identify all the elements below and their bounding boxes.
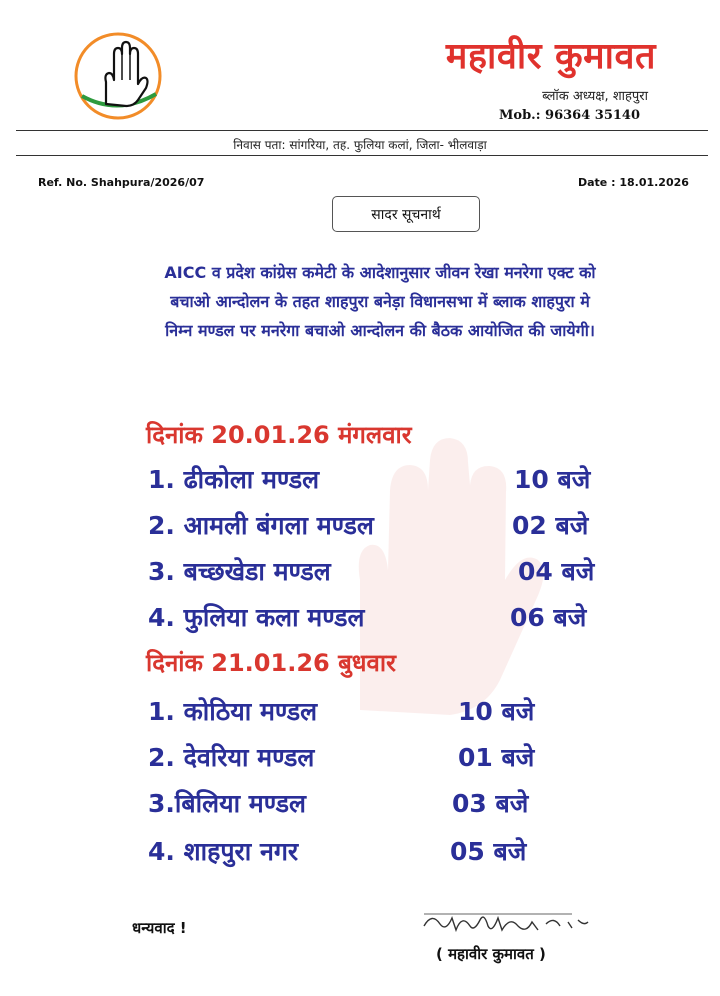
schedule-time: 03 बजे xyxy=(452,789,529,818)
schedule-place: 3. बच्छखेडा मण्डल xyxy=(148,557,331,586)
schedule-day-heading: दिनांक 20.01.26 मंगलवार xyxy=(146,421,412,449)
handwritten-signature xyxy=(422,904,592,940)
schedule-place: 2. देवरिया मण्डल xyxy=(148,743,315,772)
notice-title: सादर सूचनार्थ xyxy=(371,206,441,223)
schedule-time: 06 बजे xyxy=(510,603,587,632)
sender-designation: ब्लॉक अध्यक्ष, शाहपुरा xyxy=(542,89,648,104)
thanks-note: धन्यवाद ! xyxy=(132,919,187,937)
sender-name: महावीर कुमावत xyxy=(445,36,656,77)
schedule-place: 1. कोठिया मण्डल xyxy=(148,697,318,726)
congress-hand-logo xyxy=(72,30,164,122)
schedule-place: 4. फुलिया कला मण्डल xyxy=(148,603,365,632)
sender-mobile: Mob.: 96364 35140 xyxy=(499,108,640,123)
header-divider-bottom xyxy=(16,155,708,156)
reference-number: Ref. No. Shahpura/2026/07 xyxy=(38,176,205,189)
schedule-day-heading: दिनांक 21.01.26 बुधवार xyxy=(146,649,396,677)
schedule-time: 02 बजे xyxy=(512,511,589,540)
schedule-time: 01 बजे xyxy=(458,743,535,772)
letter-date: Date : 18.01.2026 xyxy=(578,176,689,189)
schedule-time: 05 बजे xyxy=(450,837,527,866)
schedule-time: 10 बजे xyxy=(514,465,591,494)
schedule-place: 1. ढीकोला मण्डल xyxy=(148,465,320,494)
intro-paragraph xyxy=(60,258,700,345)
intro-line: बचाओ आन्दोलन के तहत शाहपुरा बनेड़ा विधानसभा में ब्लाक शाहपुरा मे xyxy=(170,292,590,311)
schedule-place: 3.बिलिया मण्डल xyxy=(148,789,306,818)
intro-line: निम्न मण्डल पर मनरेगा बचाओ आन्दोलन की बैठक आयोजित की जायेगी। xyxy=(165,321,595,340)
notice-title-box xyxy=(332,196,480,232)
schedule-place: 2. आमली बंगला मण्डल xyxy=(148,511,374,540)
residence-address: निवास पता: सांगरिया, तह. फुलिया कलां, जिला- भीलवाड़ा xyxy=(233,138,487,152)
signatory-name: ( महावीर कुमावत ) xyxy=(436,945,546,963)
intro-line: AICC व प्रदेश कांग्रेस कमेटी के आदेशानुसार जीवन रेखा मनरेगा एक्ट को xyxy=(164,263,596,282)
schedule-time: 10 बजे xyxy=(458,697,535,726)
schedule-time: 04 बजे xyxy=(518,557,595,586)
header-divider-top xyxy=(16,130,708,131)
schedule-place: 4. शाहपुरा नगर xyxy=(148,837,299,866)
